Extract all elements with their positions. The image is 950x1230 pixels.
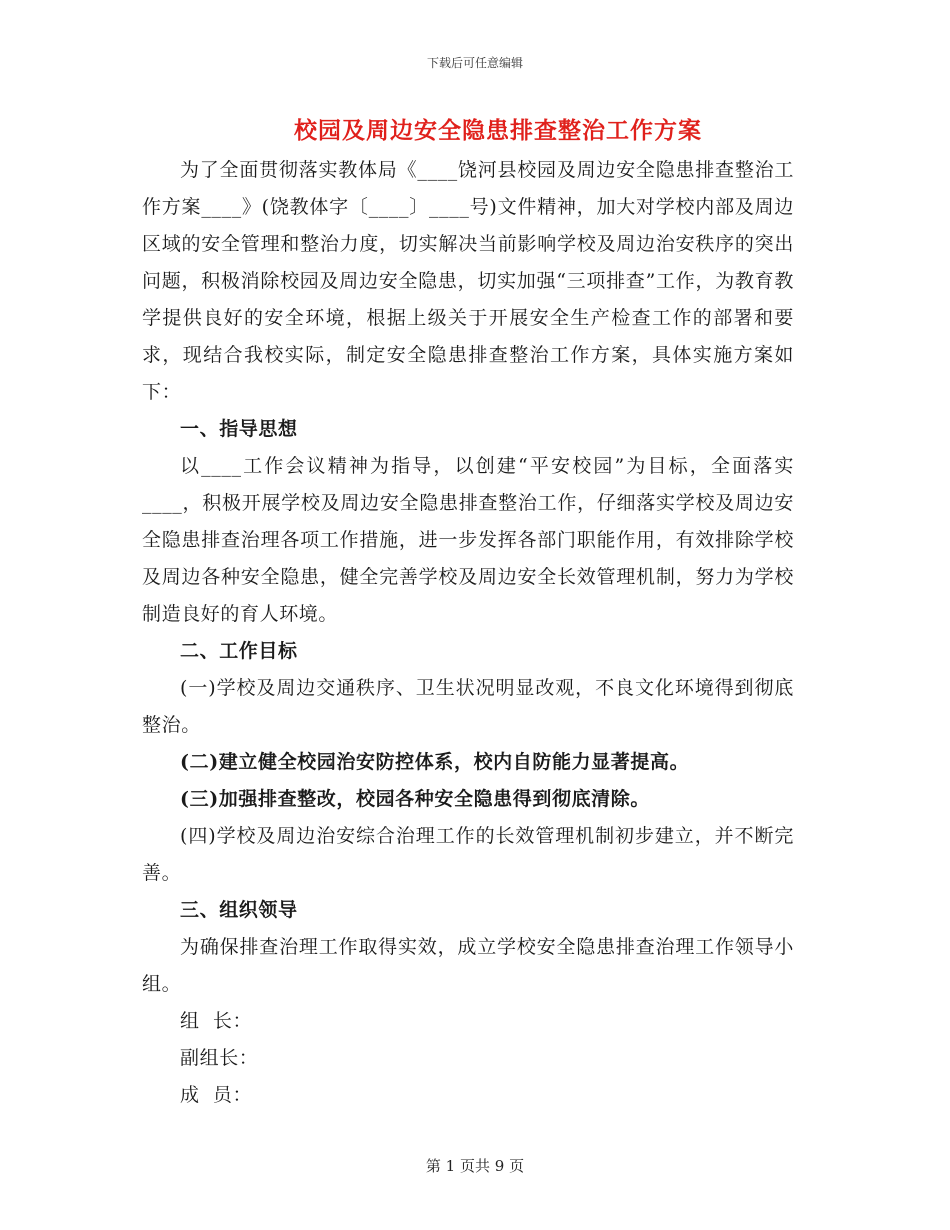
roster-leader: 组 长： — [180, 1010, 253, 1032]
goal-item-1: (一)学校及周边交通秩序、卫生状况明显改观，不良文化环境得到彻底整治。 — [142, 677, 794, 736]
section-heading-guiding-ideology: 一、指导思想 — [180, 418, 298, 440]
header-note: 下载后可任意编辑 — [426, 56, 523, 70]
goal-item-4: (四)学校及周边治安综合治理工作的长效管理机制初步建立，并不断完善。 — [142, 825, 794, 884]
section-heading-organization: 三、组织领导 — [180, 899, 298, 921]
organization-paragraph: 为确保排查治理工作取得实效，成立学校安全隐患排查治理工作领导小组。 — [142, 936, 794, 995]
document-title: 校园及周边安全隐患排查整治工作方案 — [294, 117, 702, 144]
document-body — [142, 152, 794, 1114]
goal-item-2: (二)建立健全校园治安防控体系，校内自防能力显著提高。 — [180, 751, 690, 773]
roster-deputy-leader: 副组长： — [180, 1047, 259, 1069]
guiding-ideology-paragraph: 以____工作会议精神为指导，以创建“平安校园”为目标，全面落实____，积极开展学校及周边安全隐患排查整治工作，仔细落实学校及周边安全隐患排查治理各项工作措施，进一步发挥各部门职能作用，有效排除学校及周边各种安全隐患，健全完善学校及周边安全长效管理机制，努力为学校制造良好的育人环境。 — [142, 455, 794, 625]
page-number-footer: 第 1 页共 9 页 — [425, 1157, 525, 1175]
intro-paragraph: 为了全面贯彻落实教体局《____饶河县校园及周边安全隐患排查整治工作方案____》(饶教体字〔____〕____号)文件精神，加大对学校内部及周边区域的安全管理和整治力度，切实解决当前影响学校及周边治安秩序的突出问题，积极消除校园及周边安全隐患，切实加强“三项排查”工作，为教育教学提供良好的安全环境，根据上级关于开展安全生产检查工作的部署和要求，现结合我校实际，制定安全隐患排查整治工作方案，具体实施方案如下： — [142, 159, 794, 403]
roster-members: 成 员： — [180, 1084, 253, 1106]
goal-item-3: (三)加强排查整改，校园各种安全隐患得到彻底清除。 — [180, 788, 650, 810]
section-heading-work-goals: 二、工作目标 — [180, 640, 298, 662]
